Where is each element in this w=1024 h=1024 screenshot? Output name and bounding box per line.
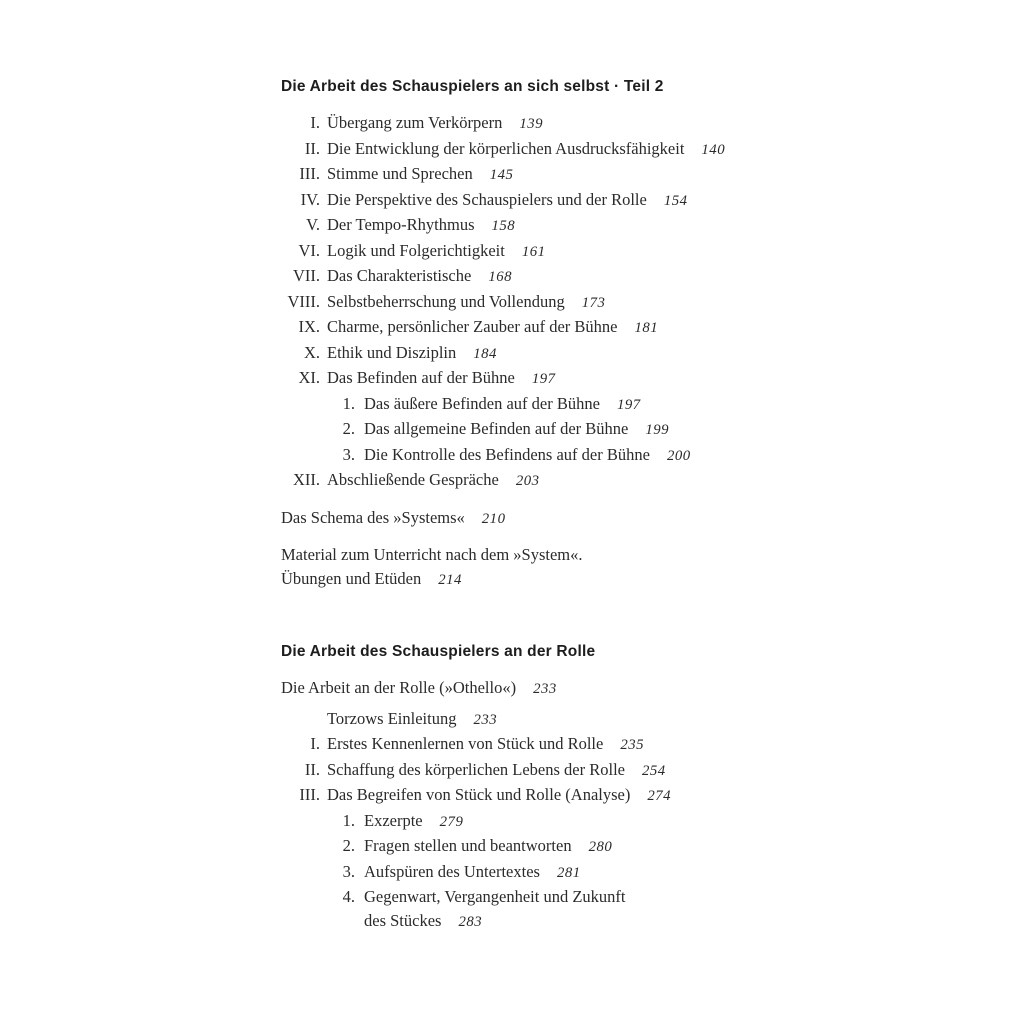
item-text: Das Charakteristische	[327, 266, 472, 285]
item-number: 2.	[342, 836, 355, 855]
item-page-number: 197	[616, 396, 641, 413]
item-text: Der Tempo-Rhythmus	[327, 215, 475, 234]
toc-entry	[281, 732, 781, 758]
item-number: 2.	[342, 419, 355, 438]
toc-entry	[281, 707, 781, 733]
item-page-number: 274	[647, 788, 672, 804]
item-text: Ethik und Disziplin	[327, 342, 457, 362]
item-text: Fragen stellen und beantworten	[364, 836, 572, 855]
toc-entry	[281, 188, 781, 214]
item-page-number: 145	[489, 167, 514, 183]
item-page-number: 181	[634, 320, 659, 336]
item-text: Selbstbeherrschung und Vollendung	[327, 291, 565, 311]
item-page-number: 214	[438, 571, 462, 588]
item-text: Das äußere Befinden auf der Bühne	[364, 393, 600, 413]
item-page-number: 281	[556, 864, 581, 881]
item-text: Das Schema des »Systems«	[281, 507, 465, 527]
item-text: Übungen und Etüden	[281, 568, 422, 588]
toc-entry	[281, 809, 781, 835]
toc-entry	[281, 783, 781, 809]
item-text: Schaffung des körperlichen Lebens der Rolle	[327, 759, 625, 779]
item-text: Gegenwart, Vergangenheit und Zukunft	[364, 887, 626, 906]
toc-entry	[281, 417, 781, 443]
item-text: Abschließende Gespräche	[327, 470, 499, 489]
item-page-number: 279	[439, 813, 464, 830]
toc-entry	[281, 341, 781, 367]
item-number: 1.	[342, 810, 355, 830]
item-text: Die Entwicklung der körperlichen Ausdrucksfähigkeit	[327, 138, 685, 158]
item-number: 3.	[342, 444, 355, 464]
section-title: Die Arbeit des Schauspielers an sich selbst · Teil 2	[281, 78, 664, 95]
item-page-number: 161	[521, 243, 546, 260]
item-page-number: 233	[533, 681, 557, 697]
item-number: VII.	[292, 266, 320, 285]
item-page-number: 199	[645, 422, 670, 438]
toc-entry	[281, 392, 781, 418]
item-text: Die Arbeit an der Rolle (»Othello«)	[281, 678, 517, 697]
toc-list	[281, 111, 781, 592]
toc-entry	[281, 366, 781, 392]
toc-entry	[281, 239, 781, 265]
item-text: Logik und Folgerichtigkeit	[327, 240, 505, 260]
item-page-number: 168	[488, 269, 513, 285]
item-number: III.	[299, 785, 320, 804]
item-page-number: 197	[531, 371, 556, 387]
section-title: Die Arbeit des Schauspielers an der Rolle	[281, 643, 596, 660]
item-page-number: 210	[481, 510, 506, 527]
toc-entry	[281, 567, 781, 593]
toc-entry	[281, 543, 781, 567]
item-page-number: 158	[491, 218, 516, 234]
toc-entry	[281, 111, 781, 137]
item-page-number: 203	[515, 473, 540, 489]
toc-entry	[281, 162, 781, 188]
item-page-number: 139	[519, 116, 544, 132]
item-page-number: 173	[581, 294, 606, 311]
item-number: 1.	[342, 393, 355, 413]
toc-entry	[281, 506, 781, 532]
item-number: I.	[310, 113, 320, 132]
item-text: Exzerpte	[364, 810, 423, 830]
item-page-number: 233	[473, 711, 498, 728]
toc-entry	[281, 290, 781, 316]
item-page-number: 280	[588, 839, 613, 855]
item-number: I.	[310, 734, 320, 753]
item-text: Aufspüren des Untertextes	[364, 861, 540, 881]
item-number: XII.	[292, 470, 320, 489]
item-page-number: 200	[666, 447, 691, 464]
item-number: IV.	[300, 189, 320, 209]
item-text: Torzows Einleitung	[327, 708, 457, 728]
toc-entry	[281, 468, 781, 494]
toc-entry	[281, 758, 781, 784]
item-number: III.	[299, 164, 320, 183]
item-text: Material zum Unterricht nach dem »System«.	[281, 545, 583, 564]
item-text: Erstes Kennenlernen von Stück und Rolle	[327, 734, 604, 753]
toc-list	[281, 676, 781, 934]
item-page-number: 154	[663, 192, 688, 209]
item-number: XI.	[298, 368, 320, 387]
item-number: VI.	[298, 240, 320, 260]
item-text: Das Befinden auf der Bühne	[327, 368, 515, 387]
item-number: X.	[303, 342, 320, 362]
item-number: V.	[306, 215, 320, 234]
item-text: Übergang zum Verkörpern	[327, 113, 503, 132]
item-number: 4.	[342, 887, 355, 906]
toc-entry	[281, 213, 781, 239]
item-number: 3.	[342, 861, 355, 881]
item-number: IX.	[298, 317, 320, 336]
toc-section-an-der-rolle	[281, 642, 781, 934]
item-page-number: 254	[641, 762, 666, 779]
item-number: VIII.	[287, 291, 320, 311]
item-text: Charme, persönlicher Zauber auf der Bühne	[327, 317, 618, 336]
toc-entry	[281, 885, 781, 909]
item-text: Die Perspektive des Schauspielers und der Rolle	[327, 189, 647, 209]
toc-entry	[281, 443, 781, 469]
toc-entry	[281, 860, 781, 886]
toc-entry	[281, 315, 781, 341]
toc-entry	[281, 137, 781, 163]
toc-entry	[281, 909, 781, 935]
item-text: Die Kontrolle des Befindens auf der Bühne	[364, 444, 650, 464]
item-page-number: 184	[473, 345, 497, 362]
toc-page	[281, 77, 781, 934]
item-text: Das Begreifen von Stück und Rolle (Analyse)	[327, 785, 631, 804]
toc-section-an-sich-selbst	[281, 77, 781, 592]
item-text: des Stückes	[364, 910, 442, 930]
item-number: II.	[304, 138, 320, 158]
item-number: II.	[304, 759, 320, 779]
toc-entry	[281, 264, 781, 290]
item-text: Stimme und Sprechen	[327, 164, 473, 183]
item-page-number: 235	[620, 737, 645, 753]
item-page-number: 140	[701, 141, 726, 158]
toc-entry	[281, 834, 781, 860]
toc-entry	[281, 676, 781, 702]
item-text: Das allgemeine Befinden auf der Bühne	[364, 419, 629, 438]
item-page-number: 283	[458, 913, 483, 930]
